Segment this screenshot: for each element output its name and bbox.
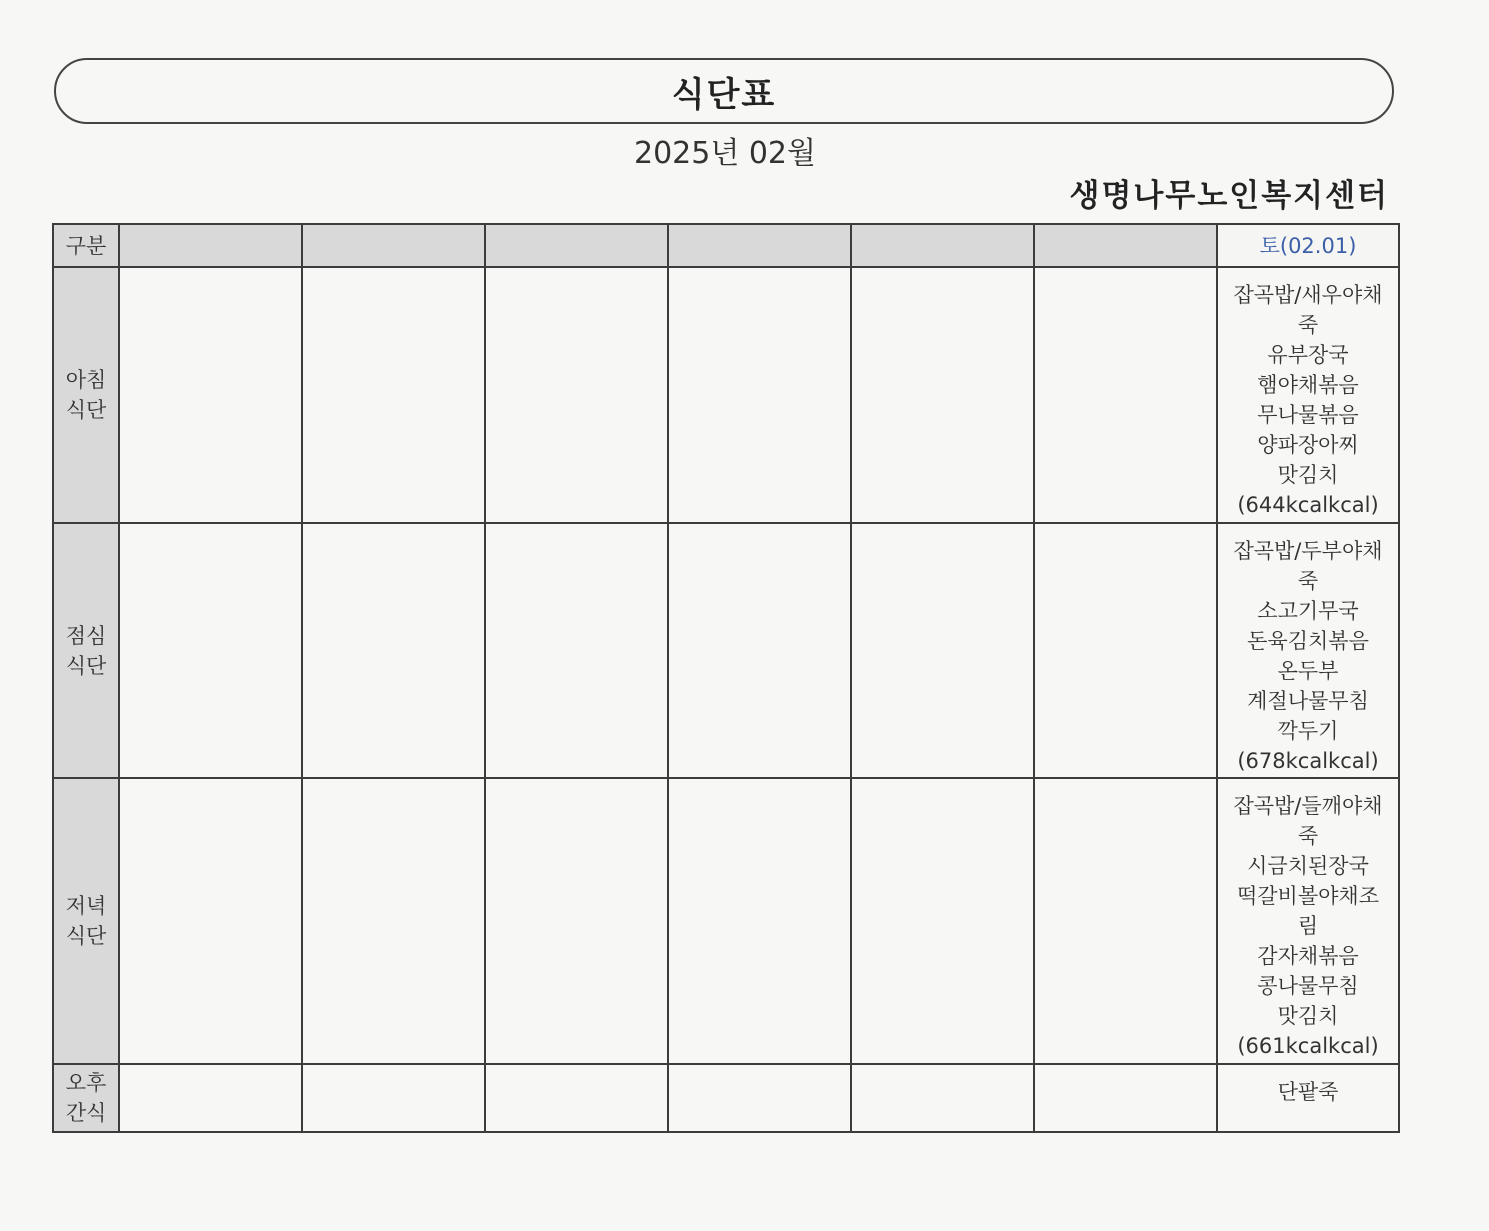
empty-cell (668, 523, 851, 778)
row-label-line: 식단 (65, 653, 107, 678)
dinner-menu (1217, 778, 1399, 1064)
calorie-total: (678kcalkcal) (1237, 749, 1379, 773)
menu-item: 단팥죽 (1277, 1080, 1339, 1104)
menu-item: 잡곡밥/새우야채 (1233, 283, 1383, 307)
empty-cell (119, 1064, 302, 1132)
menu-item: 죽 (1297, 313, 1319, 337)
lunch-menu (1217, 523, 1399, 778)
empty-cell (302, 1064, 485, 1132)
day-header-empty (485, 224, 668, 267)
row-label-line: 간식 (65, 1101, 107, 1125)
empty-cell (668, 1064, 851, 1132)
empty-cell (1034, 1064, 1217, 1132)
day-header-saturday: 토(02.01) (1217, 224, 1399, 267)
center-name: 생명나무노인복지센터 (1069, 178, 1389, 214)
row-label-line: 저녁 (65, 894, 107, 918)
month-label: 2025년 02월 (633, 136, 817, 171)
menu-item: 양파장아찌 (1257, 433, 1359, 457)
menu-item: 유부장국 (1267, 343, 1349, 367)
empty-cell (668, 267, 851, 523)
empty-cell (485, 523, 668, 778)
empty-cell (851, 778, 1034, 1064)
empty-cell (119, 267, 302, 523)
menu-item: 잡곡밥/두부야채 (1233, 539, 1383, 563)
empty-cell (1034, 267, 1217, 523)
day-header-empty (119, 224, 302, 267)
menu-item: 죽 (1297, 824, 1319, 848)
menu-item: 콩나물무침 (1257, 974, 1359, 998)
day-header-empty (668, 224, 851, 267)
empty-cell (119, 523, 302, 778)
dinner-row (53, 778, 1399, 1064)
menu-item: 무나물볶음 (1257, 403, 1359, 427)
header-row (53, 224, 1399, 267)
row-label-line: 식단 (65, 398, 107, 422)
empty-cell (668, 778, 851, 1064)
empty-cell (485, 778, 668, 1064)
menu-item: 죽 (1297, 569, 1319, 593)
menu-item: 떡갈비볼야채조 (1236, 884, 1379, 908)
breakfast-row (53, 267, 1399, 523)
menu-item: 림 (1297, 914, 1319, 938)
snack-row (53, 1064, 1399, 1132)
menu-item: 돈육김치볶음 (1247, 629, 1369, 653)
calorie-total: (661kcalkcal) (1237, 1034, 1379, 1058)
empty-cell (851, 1064, 1034, 1132)
menu-item: 계절나물무침 (1247, 689, 1369, 713)
row-label-line: 점심 (65, 623, 107, 648)
menu-item: 소고기무국 (1257, 599, 1359, 623)
empty-cell (851, 267, 1034, 523)
snack-menu (1217, 1064, 1399, 1132)
day-header-empty (1034, 224, 1217, 267)
menu-item: 맛김치 (1277, 1004, 1339, 1028)
menu-item: 시금치된장국 (1247, 854, 1369, 878)
menu-item: 온두부 (1277, 659, 1339, 683)
row-label-line: 아침 (65, 368, 107, 392)
empty-cell (302, 523, 485, 778)
empty-cell (485, 1064, 668, 1132)
day-header-empty (302, 224, 485, 267)
menu-item: 잡곡밥/들깨야채 (1233, 794, 1383, 818)
empty-cell (1034, 778, 1217, 1064)
menu-item: 깍두기 (1277, 719, 1339, 743)
breakfast-label (53, 267, 119, 523)
empty-cell (302, 267, 485, 523)
calorie-total: (644kcalkcal) (1237, 493, 1379, 517)
dinner-label (53, 778, 119, 1064)
empty-cell (302, 778, 485, 1064)
empty-cell (1034, 523, 1217, 778)
title-banner (54, 58, 1394, 124)
row-label-line: 식단 (65, 924, 107, 948)
lunch-row (53, 523, 1399, 778)
day-header-empty (851, 224, 1034, 267)
snack-label (53, 1064, 119, 1132)
empty-cell (485, 267, 668, 523)
empty-cell (119, 778, 302, 1064)
empty-cell (851, 523, 1034, 778)
menu-item: 햄야채볶음 (1257, 373, 1359, 397)
lunch-label (53, 523, 119, 778)
corner-label: 구분 (53, 224, 119, 267)
row-label-line: 오후 (65, 1071, 107, 1095)
page-title: 식단표 (671, 74, 777, 115)
meal-table (52, 223, 1400, 1133)
menu-item: 감자채볶음 (1257, 944, 1359, 968)
breakfast-menu (1217, 267, 1399, 523)
menu-item: 맛김치 (1277, 463, 1339, 487)
